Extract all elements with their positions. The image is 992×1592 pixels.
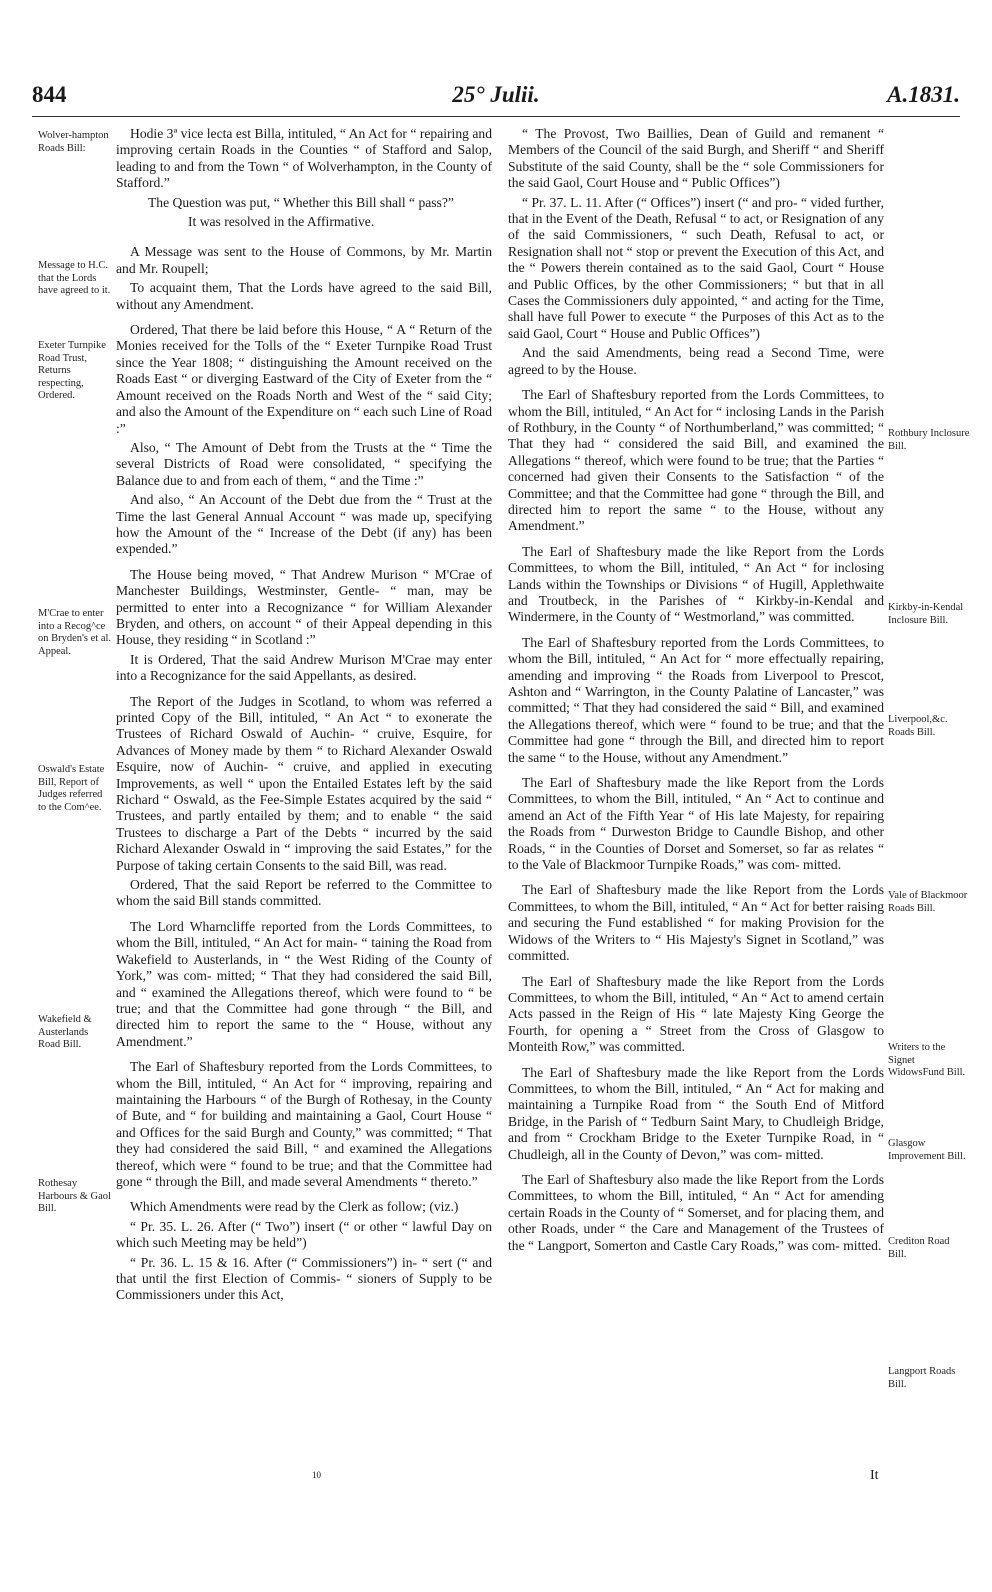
left-column [116,126,492,1307]
signature-mark: 10 [312,1470,321,1480]
paragraph: The Earl of Shaftesbury made the like Report from the Lords Committees, to whom the Bill, intituled, “ An “ Act for making and maintaining a Turnpike Road from “ the South End of Mitford Bridge, in the Parish of “ Tedburn Saint Mary, to Chudleigh Bridge, and from “ Crockham Bridge to the Exeter Turnpike Road, in “ Chudleigh, all in the County of Devon,” was com- mitted. [508,1064,884,1162]
paragraph: The Earl of Shaftesbury made the like Report from the Lords Committees, to whom the Bill, intituled, “ An “ Act for better raising and securing the Fund established “ for making Provision for the Widows of the Writers to “ His Majesty's Signet in Scotland,” was committed. [508,882,884,964]
margin-note: Rothesay Harbours & Gaol Bill. [38,1178,111,1215]
amendment: “ Pr. 35. L. 26. After (“ Two”) insert (“ or other “ lawful Day on which such Meeting may be held”) [116,1218,492,1251]
margin-note: Message to H.C. that the Lords have agreed to it. [38,260,111,297]
page-number: 844 [32,82,67,107]
paragraph: The Earl of Shaftesbury made the like Report from the Lords Committees, to whom the Bill, intituled, “ An “ Act to continue and amend an Act of the Fifth Year “ of His late Majesty, for repairing the Roads from “ Durweston Bridge to Caundle Bishop, and other Roads, “ in the Counties of Dorset and Somerset, so far as relates “ to the Vale of Blackmoor Turnpike Roads,” was com- mitted. [508,775,884,873]
margin-note: M'Crae to enter into a Recog^ce on Bryden's et al. Appeal. [38,608,112,657]
amendment: “ Pr. 36. L. 15 & 16. After (“ Commissioners”) in- “ sert (“ and that until the first Election of Commis- “ sioners of Supply to be Commissioners under this Act, [116,1254,492,1303]
margin-note: Wolver-hampton Roads Bill: [38,130,109,154]
paragraph: The Earl of Shaftesbury reported from the Lords Committees, to whom the Bill, intituled, “ An Act for “ improving, repairing and maintaining the Harbours “ of the Burgh of Rothesay, in the County of Bute, and “ for building and maintaining a Gaol, Court House “ and Offices for the said Burgh and County,” was committed; “ That they had considered the said Bill, “ and examined the Allegations thereof, which were “ found to be true; and that the Committee had gone “ through the Bill, and made several Amendments “ thereto.” [116,1059,492,1189]
year-label: A.1831. [887,82,960,107]
paragraph: The Earl of Shaftesbury made the like Report from the Lords Committees, to whom the Bill, intituled, “ An Act “ for inclosing Lands within the Townships or Divisions “ of Hugill, Applethwaite and Troutbeck, in the Parishes of “ Kirkby-in-Kendal and Windermere, in the County of “ Westmorland,” was committed. [508,543,884,625]
paragraph: Hodie 3ª vice lecta est Billa, intituled, “ An Act for “ repairing and improving certain Roads in the Counties “ of Stafford and Salop, leading to and from the Town “ of Wolverhampton, in the County of Stafford.” [116,126,492,191]
paragraph: A Message was sent to the House of Commons, by Mr. Martin and Mr. Roupell; [116,244,492,276]
paragraph: The Question was put, “ Whether this Bill shall “ pass?” [148,194,454,210]
margin-note: Langport Roads Bill. [888,1366,956,1390]
right-column [508,126,884,1263]
paragraph: The Report of the Judges in Scotland, to whom was referred a printed Copy of the Bill, intituled, “ An Act “ to exonerate the Trustees of Richard Oswald of Auchin- “ cruive, Esquire, for Advances of Money made by them “ to Richard Alexander Oswald Esquire, now of Auchin- “ cruive, and applied in executing Improvements, as well “ upon the Entailed Estates left by the said Richard “ Oswald, as the Fee-Simple Estates acquired by the said “ Trustees, and partly entailed by them; and to enable “ the said Trustees to discharge a Part of the Debts “ incurred by the said Richard Alexander Oswald in “ improving the said Estates,” for the Purpose of taking certain Consents to the said Bill, was read. [116,693,492,873]
paragraph: Also, “ The Amount of Debt from the Trusts at the “ Time the several Districts of Road were consolidated, “ specifying the Balance due to and from each of them, “ and the Time :” [116,439,492,488]
paragraph: The Lord Wharncliffe reported from the Lords Committees, to whom the Bill, intituled, “ An Act for main- “ taining the Road from Wakefield to Austerlands, in “ the West Riding of the County of York,” was com- mitted; “ That they had considered the said Bill, and “ examined the Allegations thereof, which were found to “ be true; and that the Committee had gone through “ the Bill, and directed him to report the same to the “ House, without any Amendment.” [116,918,492,1049]
margin-note: Exeter Turnpike Road Trust, Returns respecting, Ordered. [38,340,106,402]
paragraph: And also, “ An Account of the Debt due from the “ Trust at the Time the last General Annual Account “ was made up, specifying how the Amount of the “ Increase of the Debt (if any) has been expended.” [116,492,492,557]
paragraph: Which Amendments were read by the Clerk as follow; (viz.) [130,1199,459,1215]
paragraph: The Earl of Shaftesbury reported from the Lords Committees, to whom the Bill, intituled, “ An Act for “ inclosing Lands in the Parish of Rothbury, in the County “ of Northumberland,” was committed; “ That they had “ considered the said Bill, and examined the Allegations “ thereof, which were found to be true; that the Parties “ concerned had given their Consents to the Satisfaction “ of the Committee; and that the Committee had gone “ through the Bill, and directed him to report the same “ to the House, without any Amendment.” [508,387,884,534]
margin-note: Vale of Blackmoor Roads Bill. [888,890,968,914]
paragraph: It is Ordered, That the said Andrew Murison M'Crae may enter into a Recognizance for the said Appellants, as desired. [116,651,492,684]
page-header [32,82,960,114]
amendment: “ The Provost, Two Baillies, Dean of Guild and remanent “ Members of the Council of the said Burgh, and Sheriff “ and Sheriff Substitute of the said County, shall be the “ sole Commissioners for the said Gaol, Court House and “ Public Offices”) [508,126,884,191]
paragraph: The House being moved, “ That Andrew Murison “ M'Crae of Manchester Buildings, Westminster, Gentle- “ man, may be permitted to enter into a Recognizance “ for William Alexander Bryden, and others, on account “ of their Appeal depending in this House, they residing “ in Scotland :” [116,566,492,648]
paragraph: It was resolved in the Affirmative. [188,214,375,230]
margin-note: Crediton Road Bill. [888,1236,950,1260]
amendment: “ Pr. 37. L. 11. After (“ Offices”) insert (“ and pro- “ vided further, that in the Event of the Death, Refusal “ to act, or Resignation of any of the said Commissioners, “ such Death, Refusal to act, or Resignation shall not “ stop or prevent the Execution of this Act, and the “ Powers therein contained as to the said Gaol, Court “ House and Public Offices, by the other Commissioners; “ but that in all Cases the Commissioners duly appointed, “ and acting for the Time, shall have full Power to execute “ the Purposes of this Act as to the said Gaol, Court “ House and Public Offices”) [508,194,884,341]
margin-note: Rothbury Inclosure Bill. [888,428,970,452]
paragraph: Ordered, That the said Report be referred to the Committee to whom the said Bill stands committed. [116,877,492,909]
margin-note: Liverpool,&c. Roads Bill. [888,714,948,738]
margin-note: Oswald's Estate Bill, Report of Judges referred to the Com^ee. [38,764,105,813]
paragraph: The Earl of Shaftesbury also made the like Report from the Lords Committees, to whom the Bill, intituled, “ An “ Act for amending certain Roads in the County of “ Somerset, and for placing them, and other Roads, under “ the Care and Management of the Trustees of the “ Langport, Somerton and Castle Cary Roads,” was com- mitted. [508,1171,884,1253]
session-date: 25° Julii. [452,82,540,107]
header-rule [32,116,960,117]
margin-note: Kirkby-in-Kendal Inclosure Bill. [888,602,964,626]
margin-note: Writers to the Signet WidowsFund Bill. [888,1042,966,1079]
margin-note: Glasgow Improvement Bill. [888,1138,966,1162]
catchword: It [870,1468,879,1483]
paragraph: And the said Amendments, being read a Second Time, were agreed to by the House. [508,345,884,377]
paragraph: The Earl of Shaftesbury made the like Report from the Lords Committees, to whom the Bill, intituled, “ An “ Act to amend certain Acts passed in the Reign of His “ late Majesty King George the Fourth, for opening a “ Street from the Cross of Glasgow to Monteith Row,” was committed. [508,973,884,1055]
paragraph: To acquaint them, That the Lords have agreed to the said Bill, without any Amendment. [116,280,492,312]
paragraph: The Earl of Shaftesbury reported from the Lords Committees, to whom the Bill, intituled, “ An Act for “ more effectually repairing, amending and improving “ the Roads from Liverpool to Prescot, Ashton and “ Warrington, in the County Palatine of Lancaster,” was committed; “ That they had considered the said “ Bill, and examined the Allegations thereof, which were “ found to be true; and that the Committee had gone “ through the Bill, and directed him to report the same “ to the House, without any Amendment.” [508,634,884,765]
paragraph: Ordered, That there be laid before this House, “ A “ Return of the Monies received for the Tolls of the “ Exeter Turnpike Road Trust since the Year 1808; “ distinguishing the Amount received on the Roads East “ or diverging Eastward of the City of Exeter from the “ Amount received on the Roads North and West of the “ said City; and also the Amount of the Expenditure on “ each such Line of Road :” [116,322,492,436]
margin-note: Wakefield & Austerlands Road Bill. [38,1014,92,1051]
